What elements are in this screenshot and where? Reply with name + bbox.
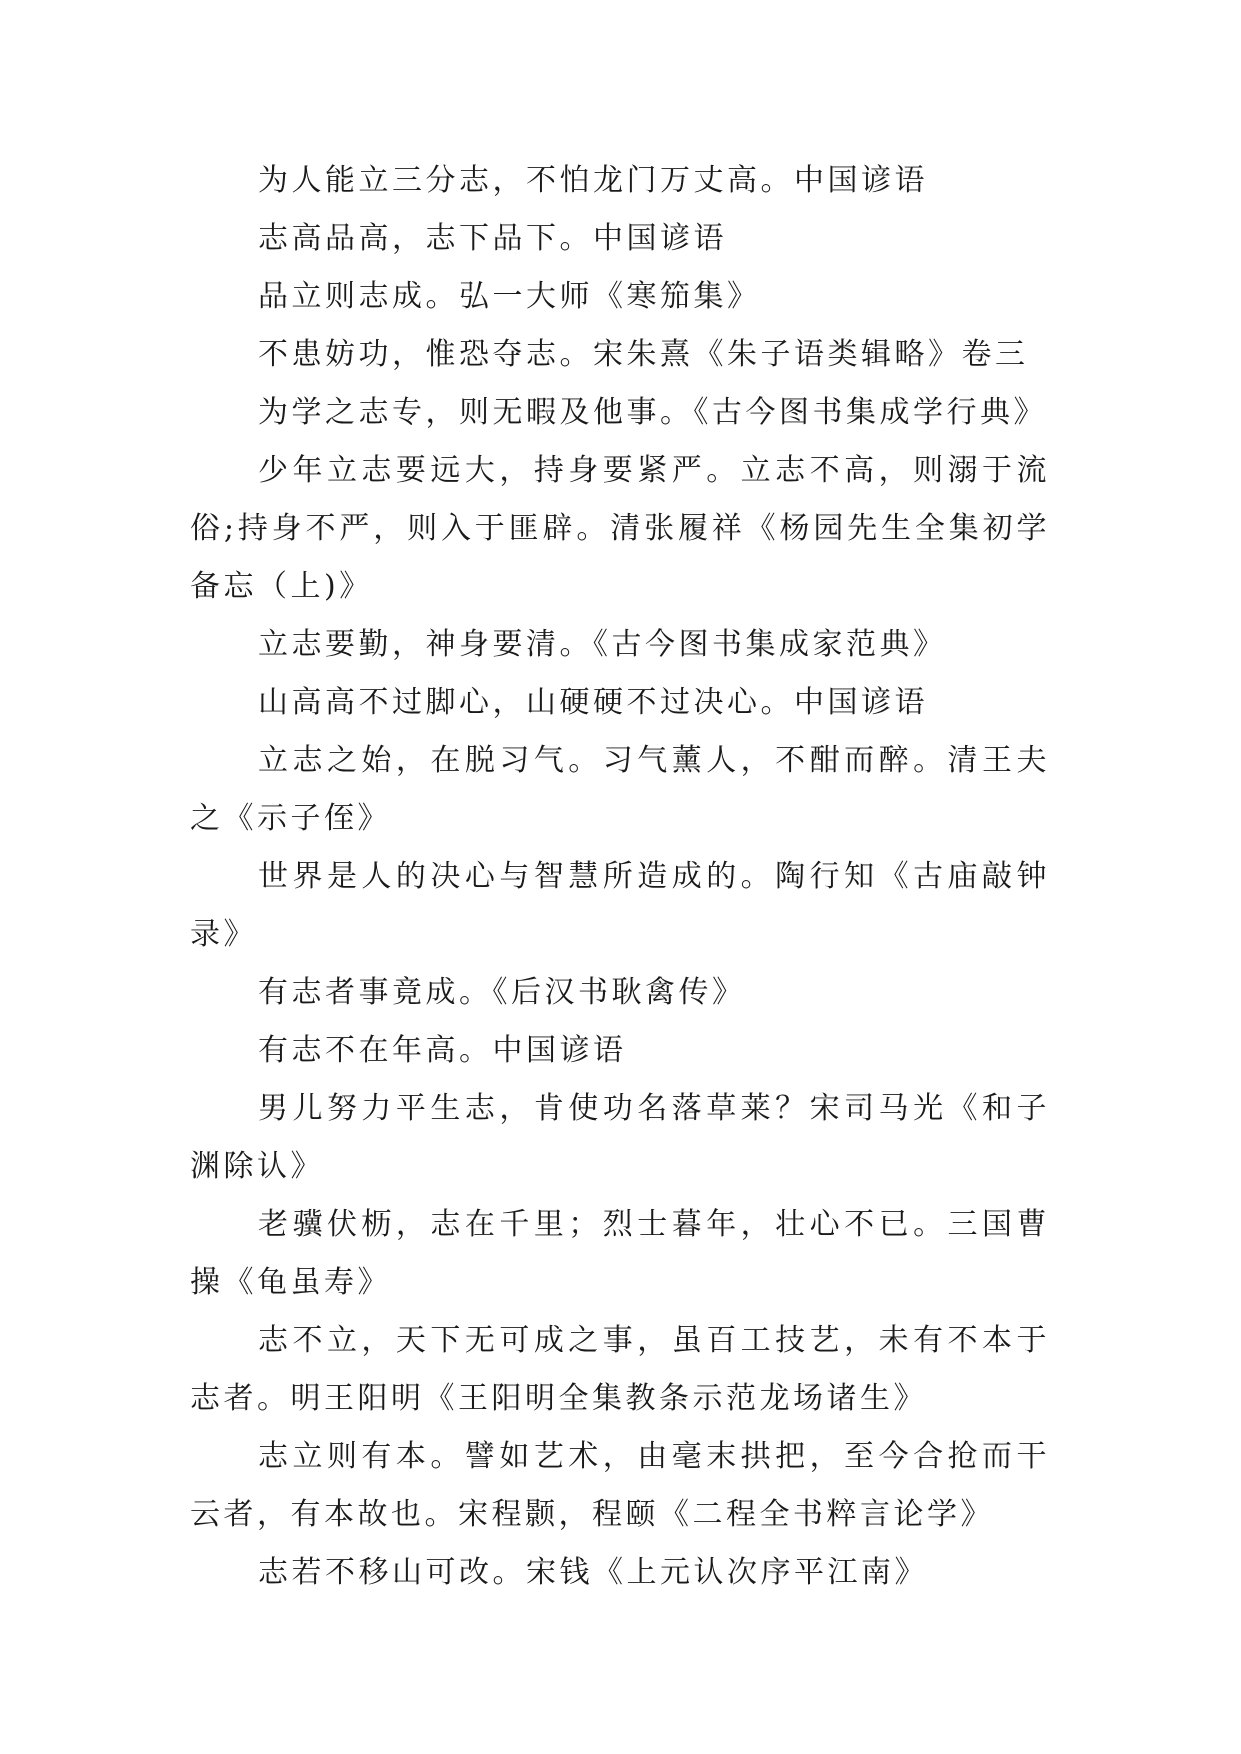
quote-paragraph: 品立则志成。弘一大师《寒笳集》	[258, 279, 761, 314]
quote-paragraph: 为人能立三分志，不怕龙门万丈高。中国谚语	[258, 163, 928, 198]
quote-paragraph: 立志要勤，神身要清。《古今图书集成家范典》	[258, 627, 947, 662]
quote-paragraph: 立志之始，在脱习气。习气薰人，不酣而醉。清王夫之《示子侄》	[190, 743, 1050, 836]
quote-paragraph: 有志者事竟成。《后汉书耿禽传》	[258, 975, 746, 1010]
quote-paragraph: 志不立，天下无可成之事，虽百工技艺，未有不本于志者。明王阳明《王阳明全集教条示范龙场诸生》	[190, 1323, 1050, 1416]
quote-paragraph: 志立则有本。譬如艺术，由毫末拱把，至今合抢而干云者，有本故也。宋程颢，程颐《二程全书粹言论学》	[190, 1439, 1050, 1532]
quote-paragraph: 不患妨功，惟恐夺志。宋朱熹《朱子语类辑略》卷三	[258, 337, 1029, 372]
quote-paragraph: 老骥伏枥，志在千里；烈士暮年，壮心不已。三国曹操《龟虽寿》	[190, 1207, 1050, 1300]
quote-paragraph: 志高品高，志下品下。中国谚语	[258, 221, 727, 256]
document-body	[190, 152, 1050, 1602]
quote-paragraph: 为学之志专，则无暇及他事。《古今图书集成学行典》	[258, 395, 1047, 430]
quote-paragraph: 少年立志要远大，持身要紧严。立志不高，则溺于流俗;持身不严，则入于匪辟。清张履祥《杨园先生全集初学备忘（上)》	[190, 453, 1050, 604]
quote-paragraph: 男儿努力平生志，肯使功名落草莱？宋司马光《和子渊除认》	[190, 1091, 1050, 1184]
quote-paragraph: 有志不在年高。中国谚语	[258, 1033, 627, 1068]
quote-paragraph: 世界是人的决心与智慧所造成的。陶行知《古庙敲钟录》	[190, 859, 1050, 952]
quote-paragraph: 山高高不过脚心，山硬硬不过决心。中国谚语	[258, 685, 928, 720]
quote-paragraph: 志若不移山可改。宋钱《上元认次序平江南》	[258, 1555, 928, 1590]
